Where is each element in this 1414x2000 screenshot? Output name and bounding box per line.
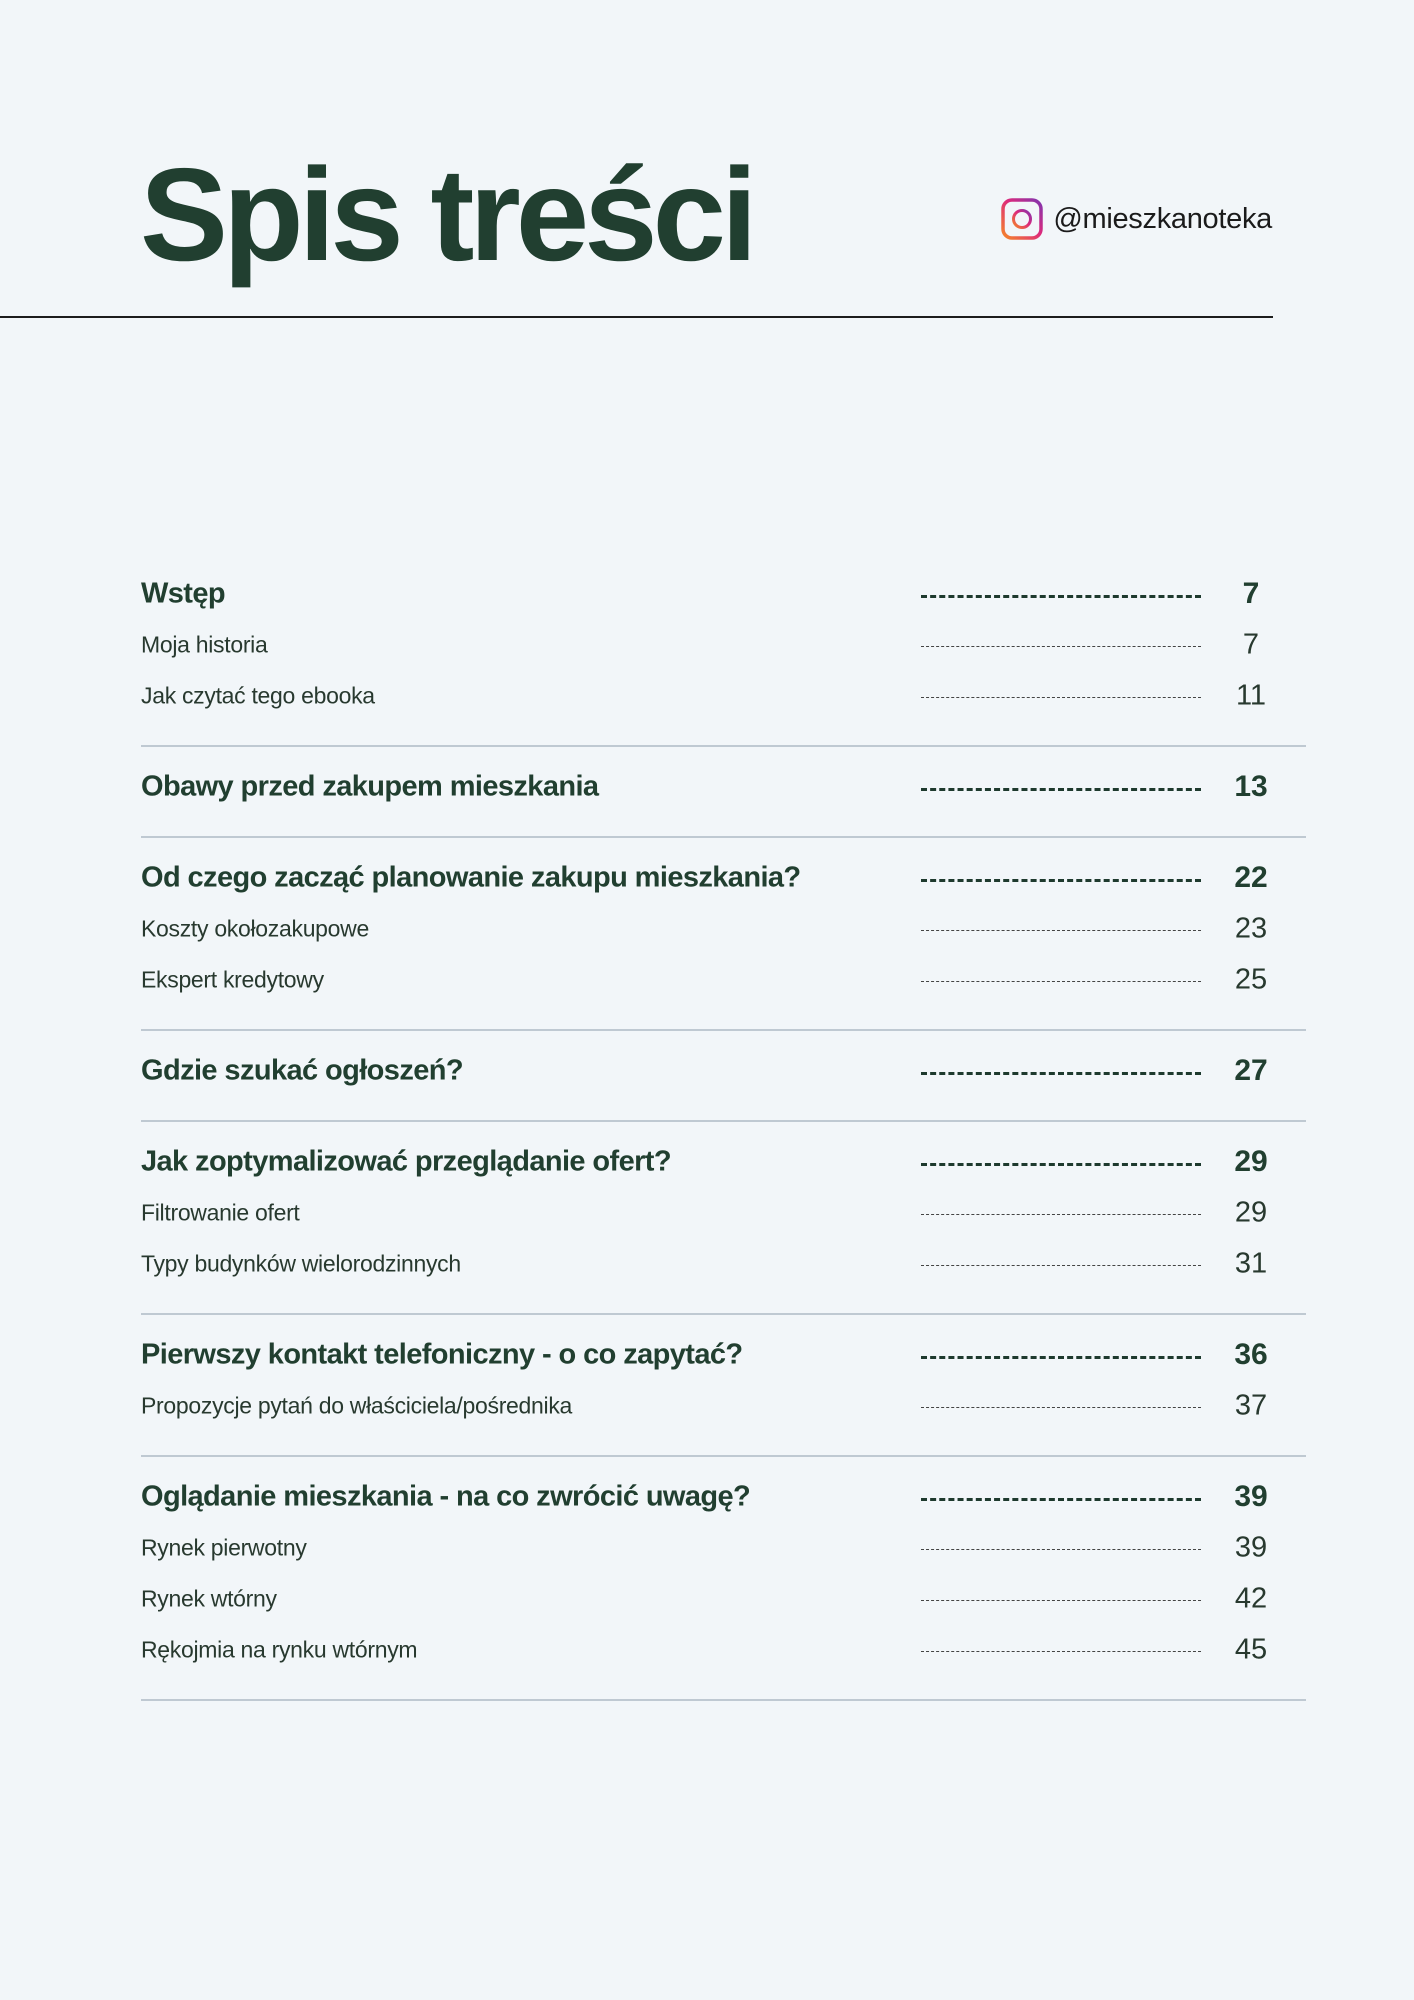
toc-subitem-row[interactable] — [141, 903, 1306, 954]
dot-leader — [921, 595, 1201, 598]
toc-subitem-row[interactable] — [141, 1187, 1306, 1238]
dot-leader — [921, 646, 1201, 647]
page-number: 36 — [1234, 1337, 1268, 1371]
page-number: 7 — [1242, 576, 1260, 610]
toc-subitem-row[interactable] — [141, 619, 1306, 670]
dot-leader — [921, 1600, 1201, 1601]
dot-leader — [921, 1163, 1201, 1166]
toc-heading-row[interactable] — [141, 568, 1306, 619]
toc-subitem-row[interactable] — [141, 1624, 1306, 1675]
toc-heading-row[interactable] — [141, 1471, 1306, 1522]
dot-leader — [921, 1072, 1201, 1075]
toc-section — [141, 1457, 1306, 1701]
page-number: 29 — [1234, 1196, 1268, 1228]
page-number: 31 — [1234, 1247, 1268, 1279]
page-number: 27 — [1234, 1053, 1268, 1087]
dot-leader — [921, 1651, 1201, 1652]
toc-subitem-label: Propozycje pytań do właściciela/pośrednika — [141, 1392, 573, 1418]
page-number: 37 — [1234, 1389, 1268, 1421]
toc-subitem-label: Filtrowanie ofert — [141, 1199, 300, 1225]
dot-leader — [921, 981, 1201, 982]
toc-subitem-label: Moja historia — [141, 631, 268, 657]
dot-leader — [921, 788, 1201, 791]
toc-subitem-label: Koszty okołozakupowe — [141, 915, 369, 941]
toc-heading-label: Oglądanie mieszkania - na co zwrócić uwagę? — [141, 1480, 751, 1512]
dot-leader — [921, 1498, 1201, 1501]
toc-heading-row[interactable] — [141, 1136, 1306, 1187]
page-title: Spis treści — [140, 141, 753, 288]
toc-subitem-label: Jak czytać tego ebooka — [141, 682, 375, 708]
toc-section — [141, 838, 1306, 1031]
toc-heading-label: Od czego zacząć planowanie zakupu mieszkania? — [141, 861, 801, 893]
toc-section — [141, 568, 1306, 747]
page-number: 45 — [1234, 1633, 1268, 1665]
page-number: 25 — [1234, 963, 1268, 995]
toc-subitem-label: Ekspert kredytowy — [141, 966, 324, 992]
toc-heading-label: Jak zoptymalizować przeglądanie ofert? — [141, 1145, 671, 1177]
page-number: 39 — [1234, 1531, 1268, 1563]
dot-leader — [921, 1214, 1201, 1215]
table-of-contents — [141, 568, 1306, 1701]
toc-subitem-label: Rynek wtórny — [141, 1585, 277, 1611]
instagram-handle[interactable] — [1001, 198, 1272, 240]
toc-heading-row[interactable] — [141, 761, 1306, 812]
toc-heading-label: Obawy przed zakupem mieszkania — [141, 770, 599, 802]
dot-leader — [921, 879, 1201, 882]
dot-leader — [921, 1407, 1201, 1408]
page-number: 13 — [1234, 769, 1268, 803]
dot-leader — [921, 1265, 1201, 1266]
instagram-icon — [1001, 198, 1043, 240]
toc-section — [141, 1031, 1306, 1122]
toc-subitem-label: Rękojmia na rynku wtórnym — [141, 1636, 418, 1662]
header-divider — [0, 316, 1273, 318]
page-number: 29 — [1234, 1144, 1268, 1178]
toc-subitem-label: Rynek pierwotny — [141, 1534, 307, 1560]
dot-leader — [921, 930, 1201, 931]
page-number: 22 — [1234, 860, 1268, 894]
toc-subitem-row[interactable] — [141, 1238, 1306, 1289]
toc-section — [141, 1122, 1306, 1315]
toc-subitem-row[interactable] — [141, 670, 1306, 721]
toc-heading-label: Wstęp — [141, 577, 226, 609]
toc-heading-row[interactable] — [141, 1045, 1306, 1096]
instagram-handle-text: @mieszkanoteka — [1053, 202, 1272, 235]
toc-subitem-label: Typy budynków wielorodzinnych — [141, 1250, 461, 1276]
toc-section — [141, 747, 1306, 838]
dot-leader — [921, 697, 1201, 698]
toc-heading-label: Pierwszy kontakt telefoniczny - o co zapytać? — [141, 1338, 743, 1370]
page-number: 7 — [1242, 628, 1260, 660]
dot-leader — [921, 1356, 1201, 1359]
toc-heading-row[interactable] — [141, 1329, 1306, 1380]
toc-subitem-row[interactable] — [141, 1522, 1306, 1573]
page-number: 23 — [1234, 912, 1268, 944]
toc-heading-label: Gdzie szukać ogłoszeń? — [141, 1054, 463, 1086]
toc-subitem-row[interactable] — [141, 954, 1306, 1005]
toc-subitem-row[interactable] — [141, 1380, 1306, 1431]
toc-section — [141, 1315, 1306, 1457]
page-number: 11 — [1235, 679, 1267, 711]
toc-subitem-row[interactable] — [141, 1573, 1306, 1624]
page-number: 42 — [1234, 1582, 1268, 1614]
page-number: 39 — [1234, 1479, 1268, 1513]
toc-heading-row[interactable] — [141, 852, 1306, 903]
dot-leader — [921, 1549, 1201, 1550]
